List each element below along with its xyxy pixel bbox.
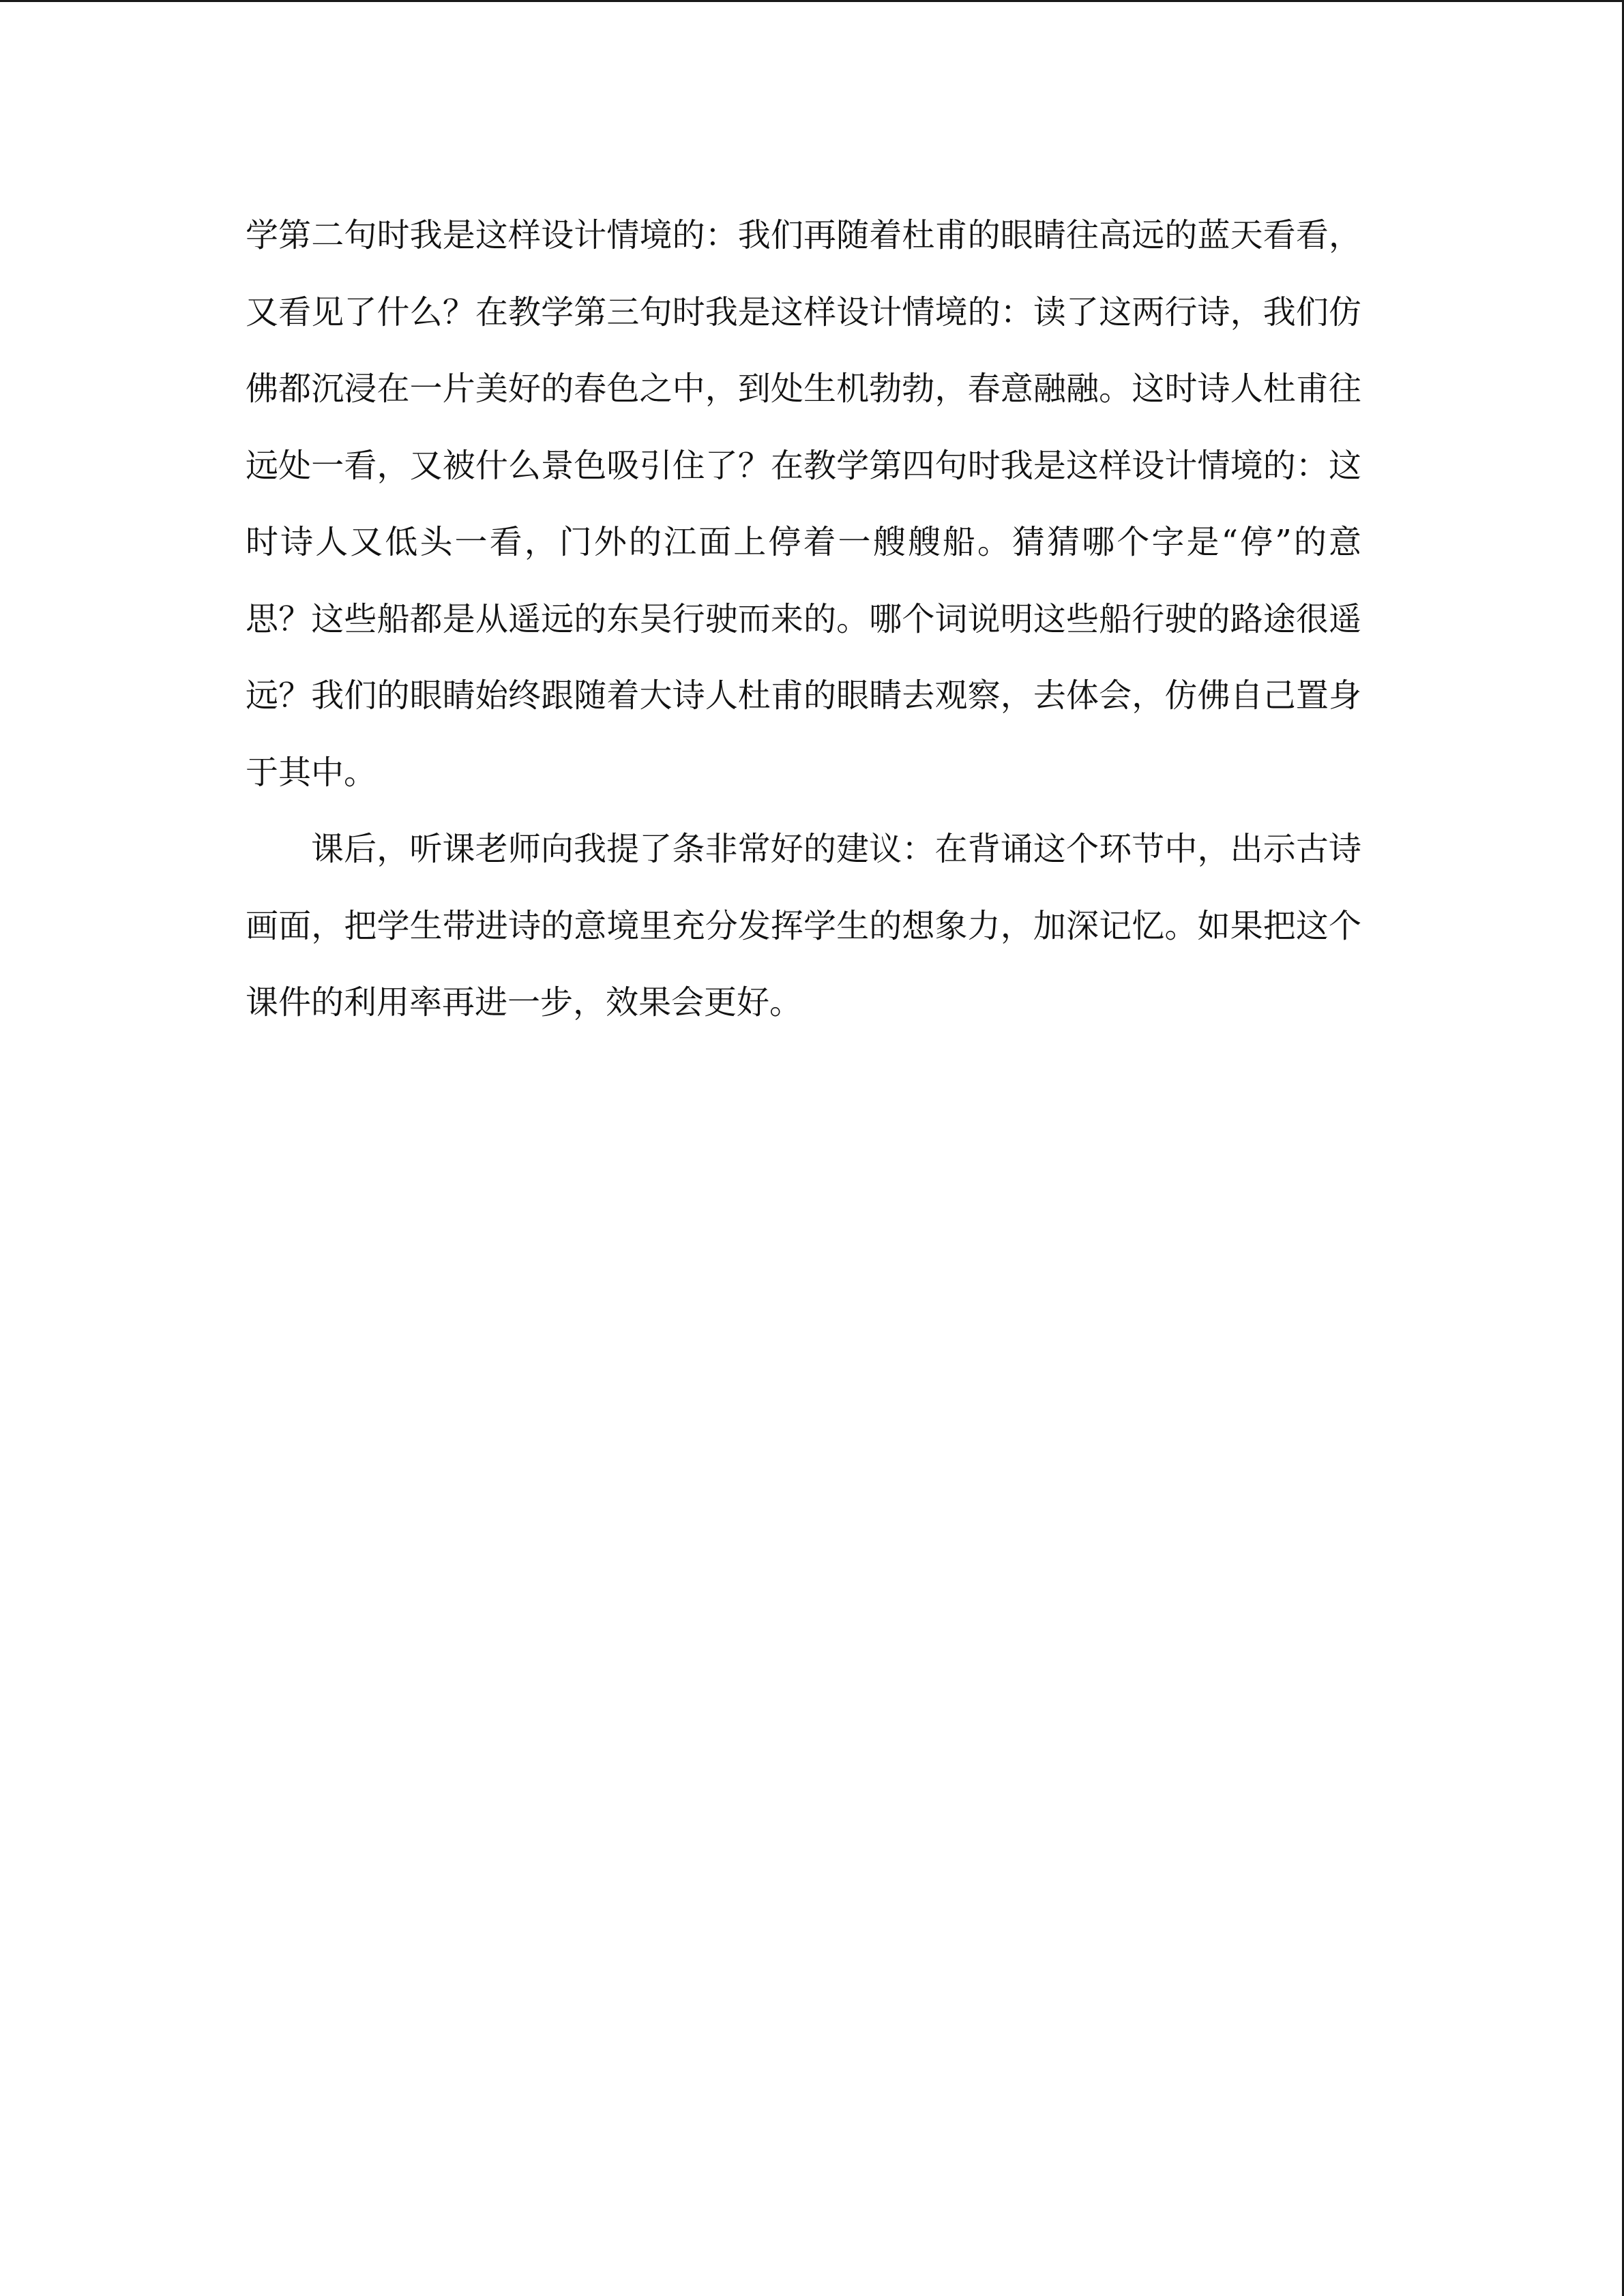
paragraph	[246, 830, 1361, 1063]
text-line: 远？我们的眼睛始终跟随着大诗人杜甫的眼睛去观察，去体会，仿佛自己置身	[246, 676, 1361, 715]
text-line: 学第二句时我是这样设计情境的：我们再随着杜甫的眼睛往高远的蓝天看看，	[246, 216, 1361, 254]
text-line: 思？这些船都是从遥远的东吴行驶而来的。哪个词说明这些船行驶的路途很遥	[246, 599, 1361, 638]
paragraph	[246, 216, 1361, 833]
text-line: 于其中。	[246, 753, 377, 792]
text-line: 又看见了什么？在教学第三句时我是这样设计情境的：读了这两行诗，我们仿	[246, 293, 1361, 331]
text-line: 佛都沉浸在一片美好的春色之中，到处生机勃勃，春意融融。这时诗人杜甫往	[246, 370, 1361, 408]
text-line: 画面，把学生带进诗的意境里充分发挥学生的想象力，加深记忆。如果把这个	[246, 906, 1361, 945]
text-line: 课后，听课老师向我提了条非常好的建议：在背诵这个环节中，出示古诗	[311, 830, 1361, 868]
text-line: 时诗人又低头一看，门外的江面上停着一艘艘船。猜猜哪个字是“停”的意	[246, 523, 1361, 561]
document-body	[246, 216, 1361, 1063]
text-line: 课件的利用率再进一步，效果会更好。	[246, 983, 803, 1022]
text-line: 远处一看，又被什么景色吸引住了？在教学第四句时我是这样设计情境的：这	[246, 446, 1361, 485]
